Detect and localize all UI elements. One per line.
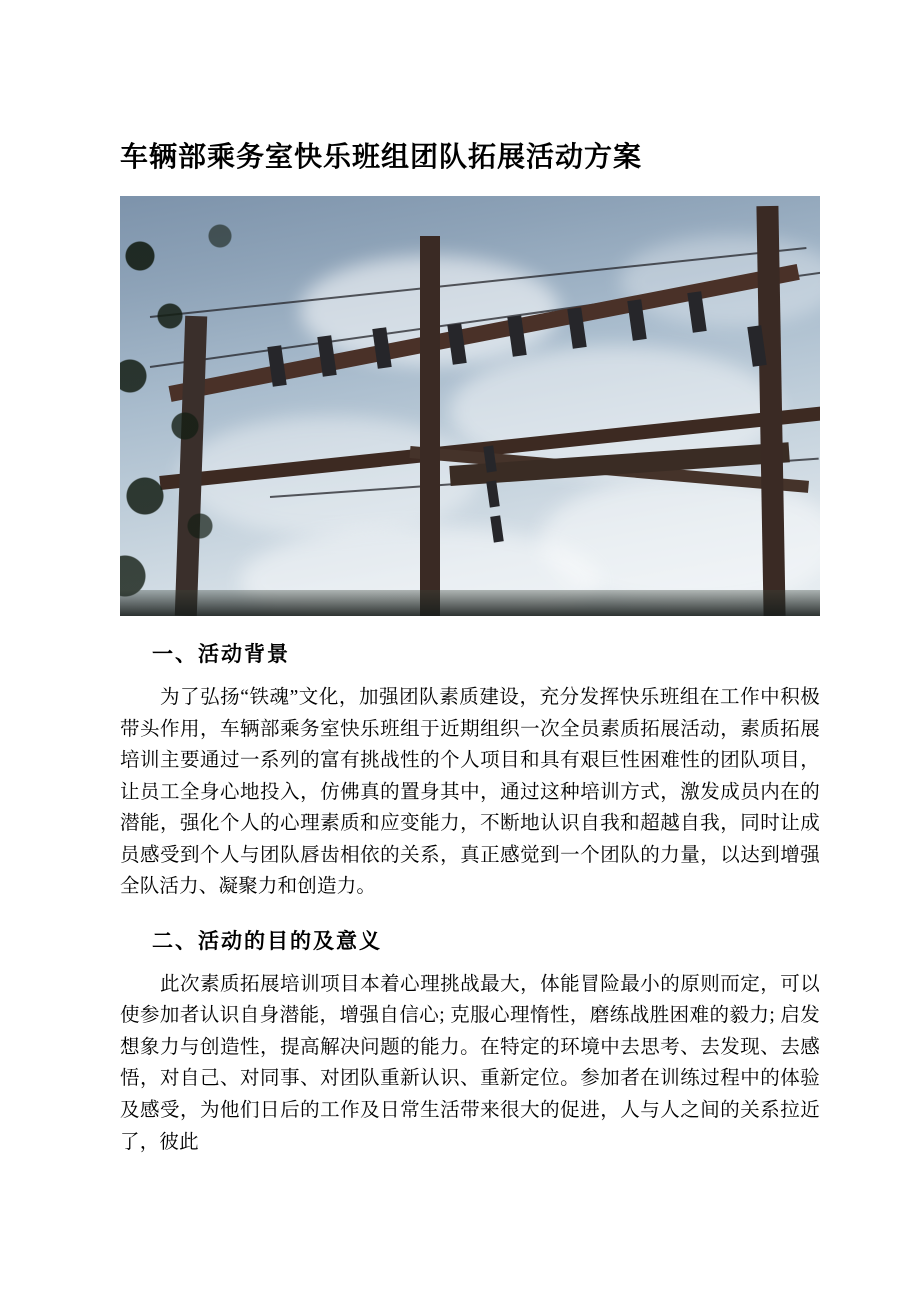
hero-photo <box>120 196 820 616</box>
page-title: 车辆部乘务室快乐班组团队拓展活动方案 <box>120 142 643 173</box>
section-paragraph-2: 此次素质拓展培训项目本着心理挑战最大，体能冒险最小的原则而定，可以使参加者认识自身潜能，增强自信心; 克服心理惰性，磨练战胜困难的毅力; 启发想象力与创造性，提高解决问题的能力。在特定的环境中去思考、去发现、去感悟，对自己、对同事、对团队重新认识、重新定位。参加者在训练过程中的体验及感受，为他们日后的工作及日常生活带来很大的促进，人与人之间的关系拉近了，彼此 <box>120 973 820 1153</box>
document-content <box>120 0 820 1302</box>
photo-foliage <box>120 196 260 616</box>
photo-post <box>420 236 440 616</box>
photo-ground <box>120 590 820 616</box>
section-paragraph-1: 为了弘扬“铁魂”文化，加强团队素质建设，充分发挥快乐班组在工作中积极带头作用，车辆部乘务室快乐班组于近期组织一次全员素质拓展活动，素质拓展培训主要通过一系列的富有挑战性的个人项目和具有艰巨性困难性的团队项目，让员工全身心地投入，仿佛真的置身其中，通过这种培训方式，激发成员内在的潜能，强化个人的心理素质和应变能力，不断地认识自我和超越自我，同时让成员感受到个人与团队唇齿相依的关系，真正感觉到一个团队的力量，以达到增强全队活力、凝聚力和创造力。 <box>120 686 820 898</box>
section-heading-2: 二、活动的目的及意义 <box>152 929 382 954</box>
section-heading-1: 一、活动背景 <box>152 642 290 667</box>
